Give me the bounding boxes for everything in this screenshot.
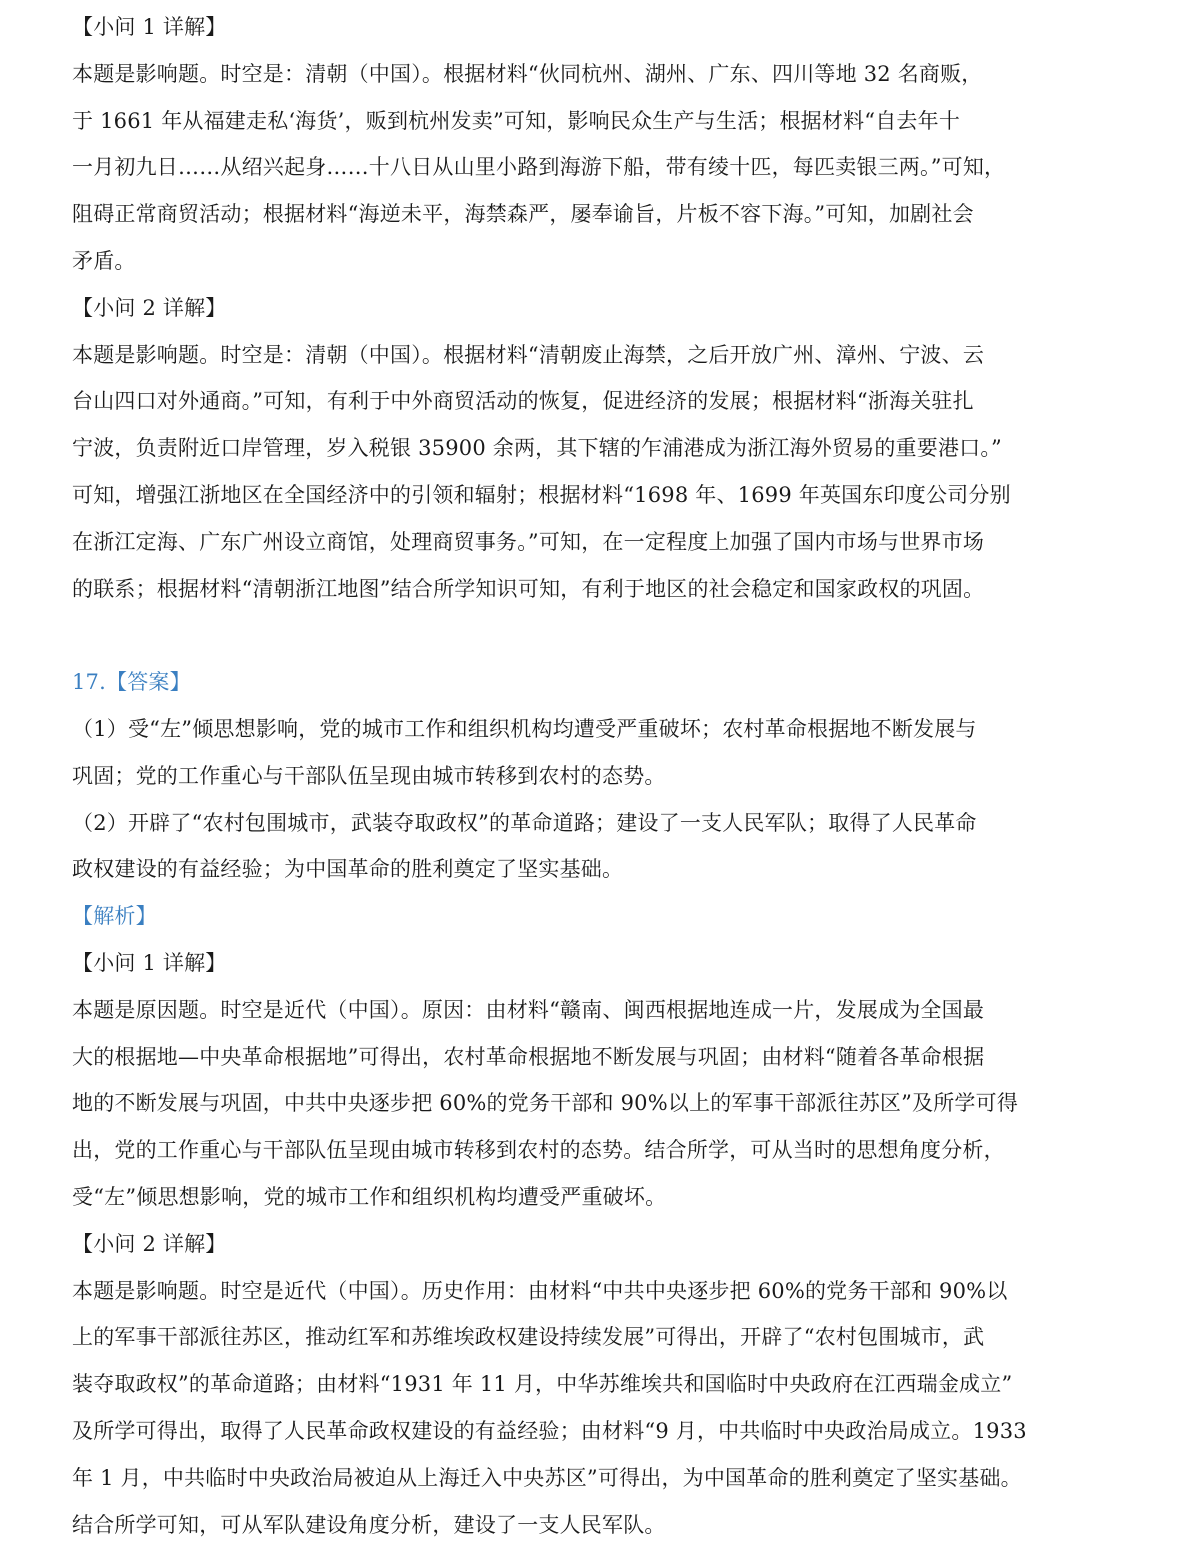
s2-q1-line: 地的不断发展与巩固，中共中央逐步把 60%的党务干部和 90%以上的军事干部派往苏区”及所学可得 xyxy=(72,1091,1019,1116)
answer-line: （1）受“左”倾思想影响，党的城市工作和组织机构均遭受严重破坏；农村革命根据地不断发展与 xyxy=(72,716,977,741)
s1-q2-line: 本题是影响题。时空是：清朝（中国）。根据材料“清朝废止海禁，之后开放广州、漳州、宁波、云 xyxy=(72,342,985,367)
s1-q1-line: 一月初九日……从绍兴起身……十八日从山里小路到海游下船，带有绫十匹，每匹卖银三两。”可知， xyxy=(72,155,1006,180)
s1-q1-heading: 【小问 1 详解】 xyxy=(72,15,227,39)
s2-q2-line: 年 1 月，中共临时中央政治局被迫从上海迁入中央苏区”可得出，为中国革命的胜利奠定了坚实基础。 xyxy=(72,1465,1022,1490)
s1-q2-line: 宁波，负责附近口岸管理，岁入税银 35900 余两，其下辖的乍浦港成为浙江海外贸易的重要港口。” xyxy=(72,436,1002,461)
s2-q2-line: 本题是影响题。时空是近代（中国）。历史作用：由材料“中共中央逐步把 60%的党务干部和 90%以 xyxy=(72,1278,1008,1303)
answer-heading: 17.【答案】 xyxy=(72,670,191,695)
s1-q2-line: 在浙江定海、广东广州设立商馆，处理商贸事务。”可知，在一定程度上加强了国内市场与世界市场 xyxy=(72,529,985,554)
s2-q1-line: 出，党的工作重心与干部队伍呈现由城市转移到农村的态势。结合所学，可从当时的思想角度分析， xyxy=(72,1138,1005,1163)
answer-line: 政权建设的有益经验；为中国革命的胜利奠定了坚实基础。 xyxy=(72,857,624,882)
s2-q1-line: 受“左”倾思想影响，党的城市工作和组织机构均遭受严重破坏。 xyxy=(72,1184,667,1209)
s2-q2-line: 上的军事干部派往苏区，推动红军和苏维埃政权建设持续发展”可得出，开辟了“农村包围城市，武 xyxy=(72,1325,985,1350)
s2-q2-heading: 【小问 2 详解】 xyxy=(72,1231,227,1256)
s1-q1-line: 本题是影响题。时空是：清朝（中国）。根据材料“伙同杭州、湖州、广东、四川等地 32 名商贩， xyxy=(72,61,983,86)
s2-q2-line: 及所学可得出，取得了人民革命政权建设的有益经验；由材料“9 月，中共临时中央政治局成立。1933 xyxy=(72,1418,1027,1443)
s1-q2-line: 的联系；根据材料“清朝浙江地图”结合所学知识可知，有利于地区的社会稳定和国家政权的巩固。 xyxy=(72,576,985,601)
s1-q2-line: 可知，增强江浙地区在全国经济中的引领和辐射；根据材料“1698 年、1699 年英国东印度公司分别 xyxy=(72,482,1011,507)
s2-q1-line: 本题是原因题。时空是近代（中国）。原因：由材料“赣南、闽西根据地连成一片，发展成为全国最 xyxy=(72,997,985,1022)
s1-q2-line: 台山四口对外通商。”可知，有利于中外商贸活动的恢复，促进经济的发展；根据材料“浙海关驻扎 xyxy=(72,389,974,414)
s1-q1-line: 阻碍正常商贸活动；根据材料“海逆未平，海禁森严，屡奉谕旨，片板不容下海。”可知，加剧社会 xyxy=(72,202,974,227)
s2-q1-heading: 【小问 1 详解】 xyxy=(72,950,227,975)
s2-q2-line: 结合所学可知，可从军队建设角度分析，建设了一支人民军队。 xyxy=(72,1512,666,1537)
answer-line: （2）开辟了“农村包围城市，武装夺取政权”的革命道路；建设了一支人民军队；取得了人民革命 xyxy=(72,810,977,835)
s1-q2-heading: 【小问 2 详解】 xyxy=(72,295,227,320)
analysis-heading: 【解析】 xyxy=(72,904,157,929)
section-spacer xyxy=(72,612,1118,659)
s1-q1-line: 于 1661 年从福建走私‘海货’，贩到杭州发卖”可知，影响民众生产与生活；根据材料“自去年十 xyxy=(72,108,961,133)
s2-q2-line: 装夺取政权”的革命道路；由材料“1931 年 11 月，中华苏维埃共和国临时中央政府在江西瑞金成立” xyxy=(72,1372,1013,1397)
s1-q1-line: 矛盾。 xyxy=(72,248,136,273)
answer-line: 巩固；党的工作重心与干部队伍呈现由城市转移到农村的态势。 xyxy=(72,763,666,788)
s2-q1-line: 大的根据地—中央革命根据地”可得出，农村革命根据地不断发展与巩固；由材料“随着各革命根据 xyxy=(72,1044,985,1069)
